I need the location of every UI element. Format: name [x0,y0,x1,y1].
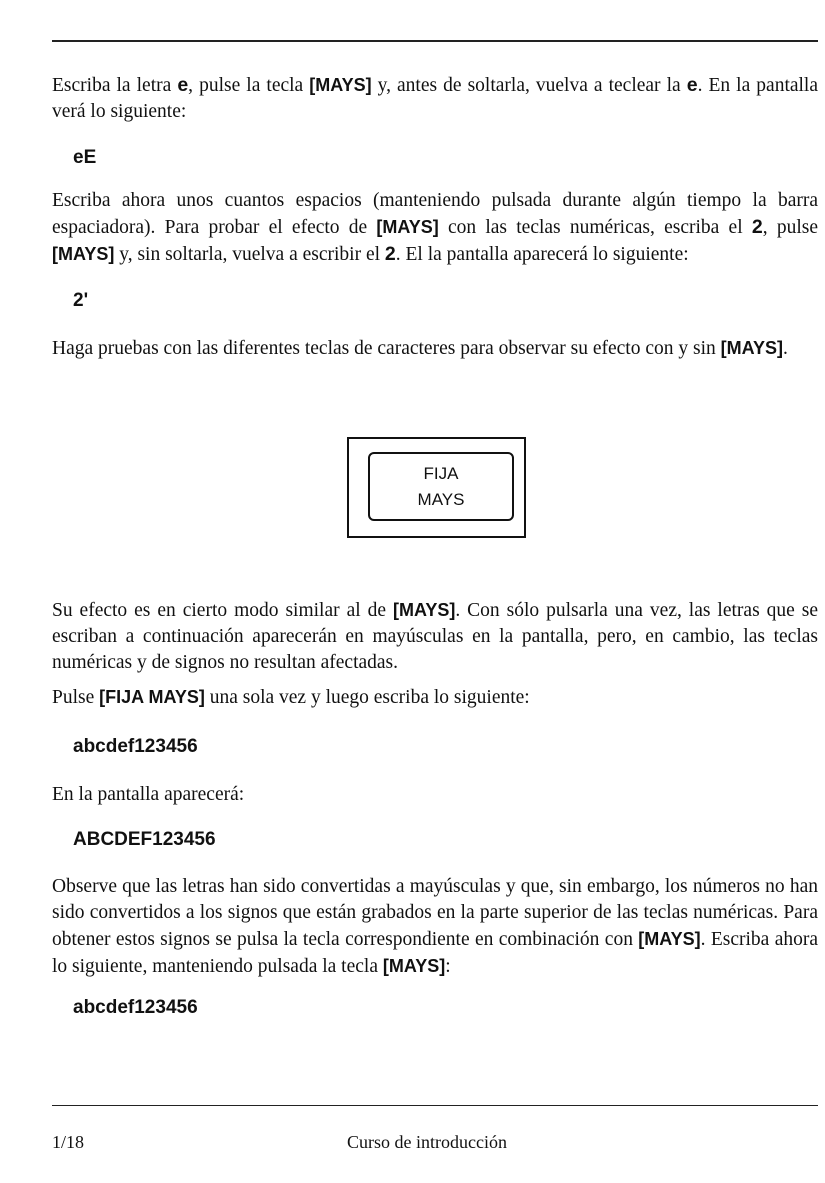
sample-output-1: eE [73,147,97,168]
sample-input-1: abcdef123456 [73,736,198,757]
keycap-label-line1: FIJA [423,463,459,483]
key-mays: [MAYS] [720,338,783,358]
sample-input-2: abcdef123456 [73,997,198,1018]
keycap-label-line2: MAYS [417,489,465,509]
key-mays: [MAYS] [382,956,446,976]
paragraph-5: Pulse [FIJA MAYS] una sola vez y luego escriba lo siguiente: [52,687,530,708]
key-mays: [MAYS] [52,244,115,264]
paragraph-2: Escriba ahora unos cuantos espacios (manteniendo pulsada durante algún tiempo la barra espaciadora). Para probar el efecto de [MAYS] con las teclas numéricas, escriba el 2, pulse [MAYS] y, sin soltarla, vuelva a escribir el 2. El la pantalla aparecerá lo siguiente: [52,190,818,265]
top-rule [52,40,818,42]
letter-e: e [686,74,698,96]
key-fija-mays: [FIJA MAYS] [99,687,205,707]
paragraph-3: Haga pruebas con las diferentes teclas de caracteres para observar su efecto con y sin [MAYS]. [52,338,788,359]
sample-output-3: ABCDEF123456 [73,829,216,850]
bottom-rule [52,1105,818,1106]
paragraph-4: Su efecto es en cierto modo similar al de [MAYS]. Con sólo pulsarla una vez, las letras que se escriban a continuación aparecerán en mayúsculas en la pantalla, pero, en cambio, las teclas numéricas y de signos no resultan afectadas. [52,600,818,673]
key-mays: [MAYS] [392,600,456,620]
footer-title: Curso de introducción [347,1132,507,1152]
paragraph-6: En la pantalla aparecerá: [52,784,245,805]
key-mays: [MAYS] [638,929,701,949]
key-mays: [MAYS] [376,217,439,237]
keycap [368,452,514,521]
letter-e: e [177,74,189,96]
paragraph-1: Escriba la letra e, pulse la tecla [MAYS] y, antes de soltarla, vuelva a teclear la e. En la pantalla verá lo siguiente: [52,74,819,122]
sample-output-2: 2' [73,290,89,311]
paragraph-7: Observe que las letras han sido convertidas a mayúsculas y que, sin embargo, los números no han sido convertidos a los signos que están grabados en la parte superior de las teclas numéricas. Para obtener estos signos se pulsa la tecla correspondiente en combinación con [MAYS]. Escriba ahora lo siguiente, manteniendo pulsada la tecla [MAYS]: [52,876,818,977]
key-mays: [MAYS] [309,75,372,95]
page-number: 1/18 [52,1132,85,1152]
fija-mays-key-illustration [347,437,526,538]
